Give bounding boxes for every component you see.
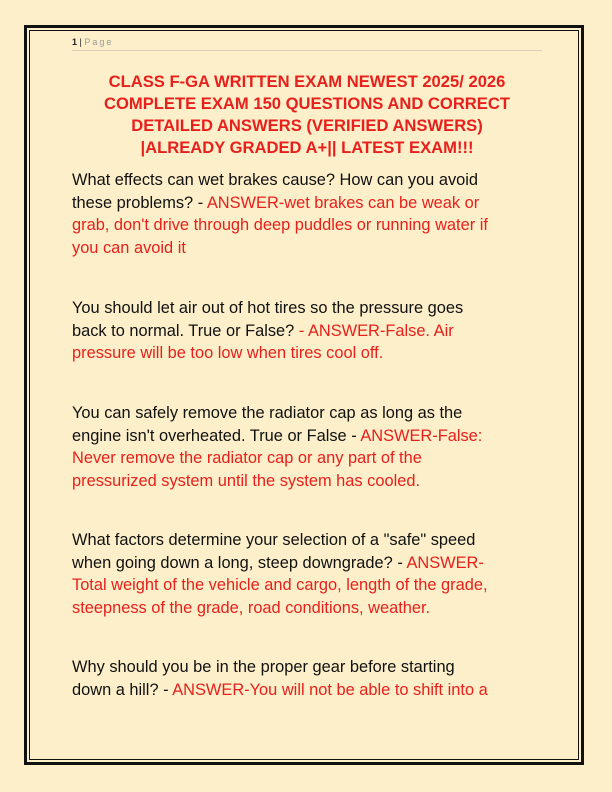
answer-text: Total weight of the vehicle and cargo, length of the grade,: [72, 576, 488, 594]
question-text: What effects can wet brakes cause? How can you avoid: [72, 171, 479, 189]
question-text: these problems? -: [72, 193, 207, 212]
answer-text: ANSWER-You will not be able to shift into a: [172, 680, 488, 699]
answer-text: you can avoid it: [72, 238, 186, 257]
question-text: You can safely remove the radiator cap as long as the: [72, 404, 463, 422]
page-header: [72, 36, 542, 51]
answer-text: Never remove the radiator cap or any part of the: [72, 449, 422, 467]
question-text: when going down a long, steep downgrade? -: [72, 553, 407, 572]
answer-text: pressure will be too low when tires cool off.: [72, 344, 384, 362]
title-line: COMPLETE EXAM 150 QUESTIONS AND CORRECT: [104, 94, 510, 113]
question-text: Why should you be in the proper gear before starting: [72, 658, 455, 676]
question-text: back to normal. True or False?: [72, 321, 299, 340]
qa-item-3: [72, 402, 542, 492]
qa-item-4: [72, 529, 542, 619]
qa-item-5: [72, 656, 542, 701]
answer-text: grab, don't drive through deep puddles or running water if: [72, 216, 488, 234]
page-label: Page: [84, 37, 114, 47]
header-separator: |: [77, 37, 85, 47]
page-number: 1: [72, 37, 78, 47]
qa-item-2: [72, 297, 542, 365]
question-text: down a hill? -: [72, 680, 173, 699]
answer-text: ANSWER-False:: [360, 426, 483, 445]
answer-text: ANSWER-wet brakes can be weak or: [206, 193, 480, 212]
question-text: You should let air out of hot tires so the pressure goes: [72, 299, 464, 317]
qa-item-1: [72, 169, 542, 259]
title-line: |ALREADY GRADED A+|| LATEST EXAM!!!: [140, 138, 474, 157]
title-line: DETAILED ANSWERS (VERIFIED ANSWERS): [131, 116, 483, 135]
question-text: engine isn't overheated. True or False -: [72, 426, 361, 445]
title-line: CLASS F-GA WRITTEN EXAM NEWEST 2025/ 2026: [108, 72, 506, 91]
answer-text: ANSWER-: [406, 553, 484, 572]
document-title: [72, 71, 542, 159]
answer-text: steepness of the grade, road conditions, weather.: [72, 598, 431, 617]
answer-text: pressurized system until the system has cooled.: [72, 471, 420, 490]
question-text: What factors determine your selection of a "safe" speed: [72, 531, 476, 549]
answer-text: - ANSWER-False. Air: [298, 321, 454, 340]
